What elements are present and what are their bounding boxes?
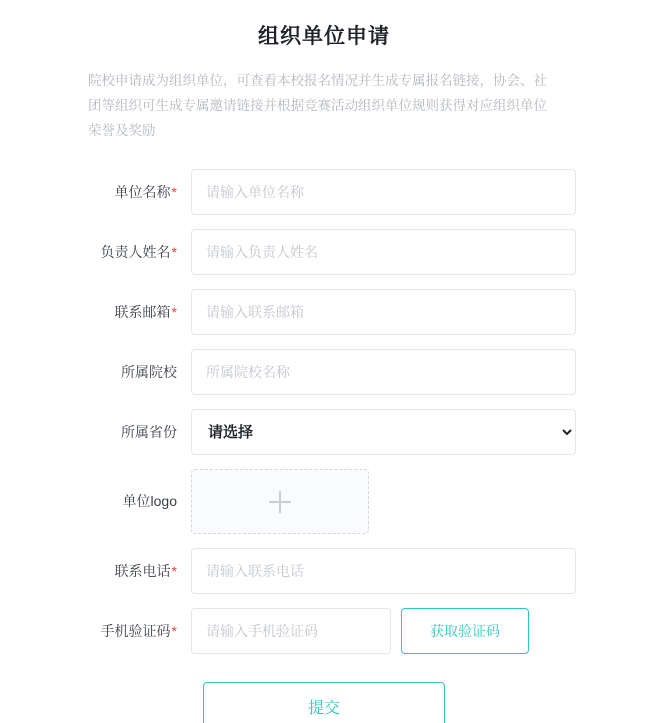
field-unit-name bbox=[191, 169, 648, 215]
label-sms-code-text: 手机验证码 bbox=[100, 623, 171, 639]
field-province bbox=[191, 409, 648, 455]
required-marker: * bbox=[171, 623, 177, 639]
phone-input[interactable] bbox=[191, 548, 576, 594]
label-province-text: 所属省份 bbox=[121, 424, 177, 440]
submit-button[interactable]: 提交 bbox=[203, 682, 445, 723]
submit-row bbox=[0, 682, 648, 723]
label-sms-code bbox=[88, 608, 191, 654]
label-unit-name bbox=[88, 169, 191, 215]
label-logo bbox=[88, 469, 191, 534]
field-school bbox=[191, 349, 648, 395]
form-row-sms-code bbox=[0, 608, 648, 654]
label-email bbox=[88, 289, 191, 335]
form-row-contact-name bbox=[0, 229, 648, 275]
school-input[interactable] bbox=[191, 349, 576, 395]
label-unit-name-text: 单位名称 bbox=[114, 184, 171, 200]
field-sms-code bbox=[191, 608, 648, 654]
unit-name-input[interactable] bbox=[191, 169, 576, 215]
label-school bbox=[88, 349, 191, 395]
application-form bbox=[0, 169, 648, 723]
required-marker: * bbox=[171, 244, 177, 260]
page-description: 院校申请成为组织单位，可查看本校报名情况并生成专属报名链接，协会、社团等组织可生成专属邀请链接并根据竞赛活动组织单位规则获得对应组织单位荣誉及奖励 bbox=[88, 73, 547, 138]
label-province bbox=[88, 409, 191, 455]
form-row-logo bbox=[0, 469, 648, 534]
form-row-school bbox=[0, 349, 648, 395]
label-logo-text: 单位logo bbox=[122, 493, 177, 509]
page-title: 组织单位申请 bbox=[258, 25, 390, 48]
required-marker: * bbox=[171, 304, 177, 320]
form-row-unit-name bbox=[0, 169, 648, 215]
label-phone bbox=[88, 548, 191, 594]
field-phone bbox=[191, 548, 648, 594]
get-verification-code-button[interactable]: 获取验证码 bbox=[401, 608, 529, 654]
label-contact-name-text: 负责人姓名 bbox=[100, 244, 171, 260]
form-row-email bbox=[0, 289, 648, 335]
field-logo bbox=[191, 469, 648, 534]
province-select[interactable] bbox=[191, 409, 576, 455]
form-row-province bbox=[0, 409, 648, 455]
field-email bbox=[191, 289, 648, 335]
form-row-phone bbox=[0, 548, 648, 594]
logo-upload-area[interactable] bbox=[191, 469, 369, 534]
plus-icon bbox=[269, 491, 291, 513]
sms-code-input[interactable] bbox=[191, 608, 391, 654]
label-contact-name bbox=[88, 229, 191, 275]
label-school-text: 所属院校 bbox=[121, 364, 177, 380]
required-marker: * bbox=[171, 184, 177, 200]
label-phone-text: 联系电话 bbox=[114, 563, 171, 579]
contact-name-input[interactable] bbox=[191, 229, 576, 275]
required-marker: * bbox=[171, 563, 177, 579]
label-email-text: 联系邮箱 bbox=[114, 304, 171, 320]
email-input[interactable] bbox=[191, 289, 576, 335]
field-contact-name bbox=[191, 229, 648, 275]
